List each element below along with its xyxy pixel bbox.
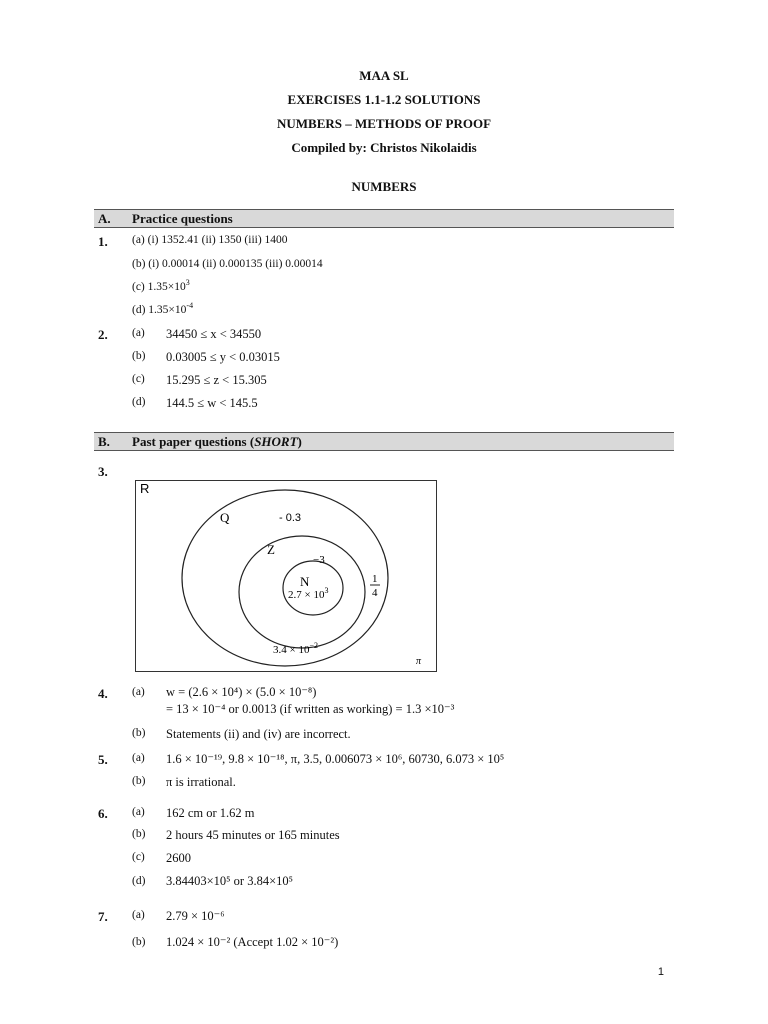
question-6b-text: 2 hours 45 minutes or 165 minutes — [166, 828, 340, 842]
question-1b: (b) (i) 0.00014 (ii) 0.000135 (iii) 0.00014 — [132, 258, 323, 270]
header-author: Compiled by: Christos Nikolaidis — [291, 140, 477, 155]
venn-label-r: R — [140, 481, 150, 496]
venn-fraction-numerator: 1 — [372, 573, 378, 585]
question-2a-text: 34450 ≤ x < 34550 — [166, 327, 262, 341]
question-4a-line1: w = (2.6 × 10⁴) × (5.0 × 10⁻⁸) — [166, 685, 317, 699]
question-6c-label: (c) — [132, 851, 145, 863]
venn-label-z: Z — [267, 542, 275, 557]
question-7a-label: (a) — [132, 909, 145, 921]
venn-value-z: −3 — [313, 554, 325, 566]
venn-value-n — [288, 586, 328, 601]
question-1c-base: (c) 1.35×10 — [132, 281, 186, 293]
question-7a-text: 2.79 × 10⁻⁶ — [166, 909, 225, 923]
section-a-label: Practice questions — [132, 211, 233, 226]
question-4a-line2: = 13 × 10⁻⁴ or 0.0013 (if written as working) = 1.3 ×10⁻³ — [166, 702, 455, 716]
section-b-bar — [94, 432, 674, 451]
venn-value-pi: π — [416, 656, 422, 667]
question-7-number: 7. — [98, 909, 108, 924]
question-6c-text: 2600 — [166, 851, 191, 865]
question-1-number: 1. — [98, 234, 108, 249]
question-6-number: 6. — [98, 806, 108, 821]
question-1d-base: (d) 1.35×10 — [132, 304, 187, 316]
question-5a-label: (a) — [132, 752, 145, 764]
question-2a-label: (a) — [132, 327, 145, 339]
question-6d-text: 3.84403×10⁵ or 3.84×10⁵ — [166, 874, 293, 888]
question-7b-text: 1.024 × 10⁻² (Accept 1.02 × 10⁻²) — [166, 935, 339, 949]
question-6b-label: (b) — [132, 828, 146, 840]
question-1a: (a) (i) 1352.41 (ii) 1350 (iii) 1400 — [132, 234, 288, 246]
question-4a-label: (a) — [132, 686, 145, 698]
question-2d-label: (d) — [132, 396, 146, 408]
venn-label-n: N — [300, 574, 310, 589]
question-2c-label: (c) — [132, 373, 145, 385]
question-3-number: 3. — [98, 464, 108, 479]
section-b-label-end: ) — [297, 434, 302, 449]
question-5b-text: π is irrational. — [166, 775, 236, 789]
section-b-letter: B. — [98, 434, 110, 449]
question-4-number: 4. — [98, 686, 108, 701]
page-number: 1 — [657, 966, 664, 978]
header-topic: NUMBERS – METHODS OF PROOF — [276, 116, 492, 131]
question-4b-text: Statements (ii) and (iv) are incorrect. — [166, 727, 351, 741]
venn-fraction-denominator: 4 — [372, 587, 378, 599]
document-header — [0, 66, 768, 162]
header-exercises: EXERCISES 1.1-1.2 SOLUTIONS — [287, 92, 481, 107]
question-2b-label: (b) — [132, 350, 146, 362]
venn-value-bottom-exp: −2 — [309, 641, 318, 650]
section-a-letter: A. — [98, 211, 111, 226]
section-b-label — [132, 433, 302, 450]
question-5a-text: 1.6 × 10⁻¹⁹, 9.8 × 10⁻¹⁸, π, 3.5, 0.006073 × 10⁶, 60730, 6.073 × 10⁵ — [166, 752, 505, 766]
section-b-label-main: Past paper questions ( — [132, 434, 255, 449]
question-1c — [132, 278, 190, 293]
venn-diagram — [135, 480, 437, 672]
section-title: NUMBERS — [351, 179, 417, 194]
question-2d-text: 144.5 ≤ w < 145.5 — [166, 396, 258, 410]
question-4b-label: (b) — [132, 727, 146, 739]
section-b-label-em: SHORT — [254, 434, 298, 449]
venn-value-n-exp: 3 — [324, 586, 329, 595]
header-course: MAA SL — [359, 68, 409, 83]
venn-value-n-base: 2.7 × 10 — [288, 589, 325, 601]
question-5-number: 5. — [98, 752, 108, 767]
question-1d-exp: -4 — [186, 301, 194, 311]
question-6d-label: (d) — [132, 875, 146, 887]
question-2-number: 2. — [98, 327, 108, 342]
question-2c-text: 15.295 ≤ z < 15.305 — [166, 373, 267, 387]
venn-value-q: - 0.3 — [279, 512, 302, 524]
question-1c-exp: 3 — [185, 278, 190, 288]
question-2b-text: 0.03005 ≤ y < 0.03015 — [166, 350, 280, 364]
question-6a-label: (a) — [132, 806, 145, 818]
question-1d — [132, 301, 194, 316]
question-6a-text: 162 cm or 1.62 m — [166, 806, 255, 820]
venn-label-q: Q — [220, 510, 230, 525]
section-a-bar — [94, 209, 674, 228]
question-7b-label: (b) — [132, 936, 146, 948]
question-5b-label: (b) — [132, 775, 146, 787]
venn-value-bottom-base: 3.4 × 10 — [273, 644, 310, 656]
